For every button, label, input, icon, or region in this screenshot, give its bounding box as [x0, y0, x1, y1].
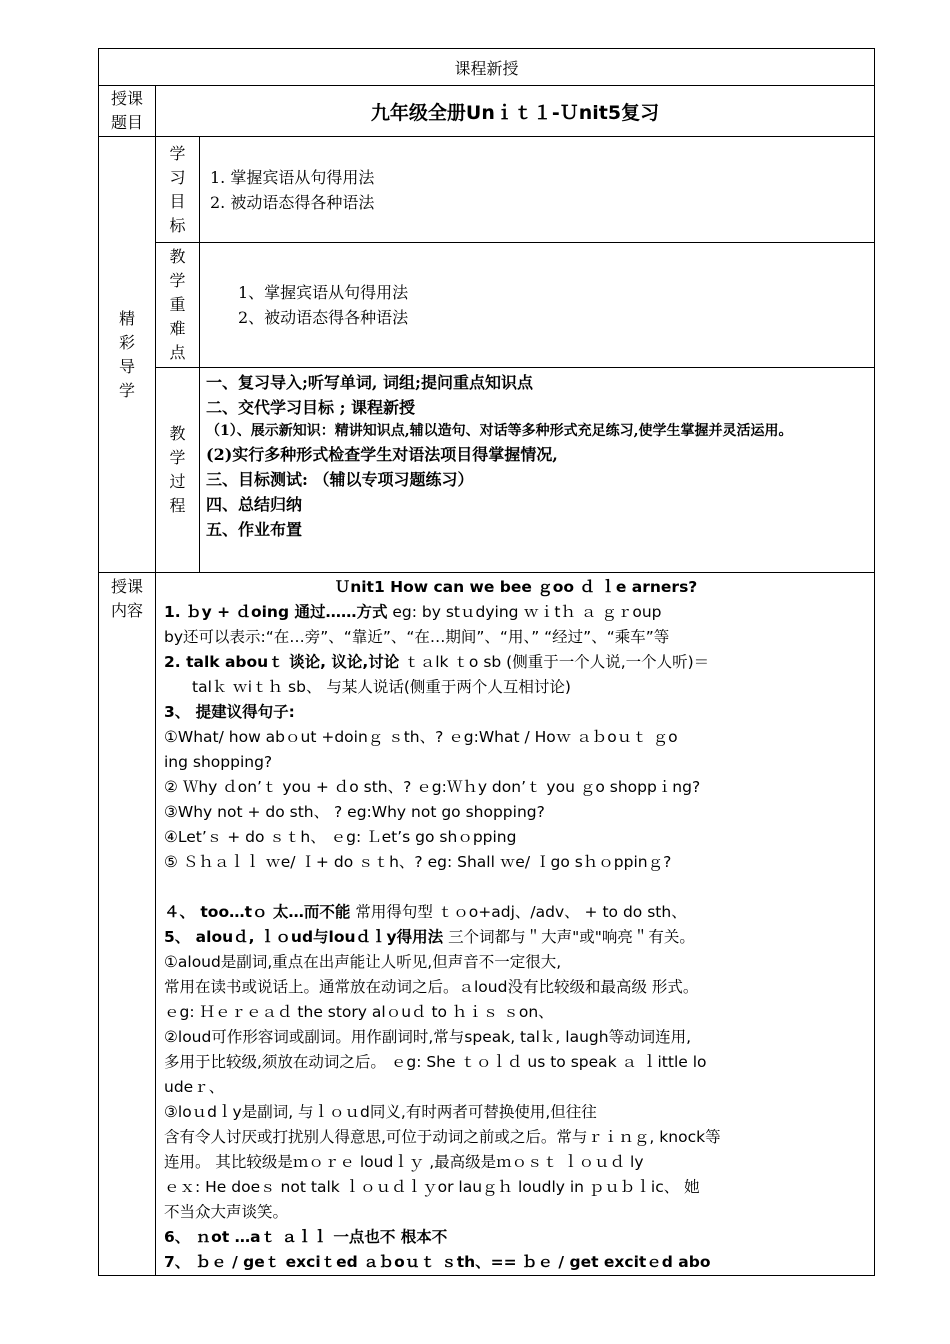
content-line: talｋ ｗiｔｈ sb、 与某人说话(侧重于两个人互相讨论) [192, 678, 571, 696]
difficulty-label-char: 学 [169, 271, 186, 290]
content-label-line: 内容 [110, 601, 143, 620]
content-line: 5、 alouｄ, ｌｏud与louｄｌy得用法 [164, 928, 444, 946]
process-cell [200, 368, 875, 573]
content-line: 连用。 其比较级是ｍｏｒｅ loudｌｙ ,最高级是ｍｏｓｔ ｌｏｕｄ ly [164, 1153, 644, 1171]
content-line: 常用得句型 ｔｏo+adj、/adv、 + to do sth、 [355, 903, 687, 921]
difficulty-cell [200, 243, 875, 368]
section-label-char: 导 [118, 356, 135, 376]
process-step: 四、总结归纳 [206, 495, 303, 514]
content-line: 不当众大声谈笑。 [164, 1203, 289, 1221]
difficulty-item: 2、被动语态得各种语法 [238, 308, 409, 327]
goals-label [156, 137, 200, 243]
content-line: ｅｘ: He doeｓ not talk ｌｏｕｄｌｙor lauｇｈ loudly in ｐｕｂｌic、 她 [164, 1178, 700, 1196]
process-label-char: 程 [169, 496, 186, 515]
goals-cell [200, 137, 875, 243]
table-header: 课程新授 [99, 49, 875, 86]
topic-title: 九年级全册Unｉｔ１-Ｕnit5复习 [156, 86, 875, 137]
content-line: ④Let’ｓ + do ｓｔh、 ｅg: Ｌet’s go shｏpping [164, 828, 517, 846]
process-step: 二、交代学习目标 ; 课程新授 [206, 398, 416, 417]
goals-label-char: 学 [169, 143, 186, 163]
content-line: ①What/ how abｏut +doinｇ ｓth、? ｅg:What / Hoｗ ａｂoｕｔ ｇo [164, 728, 678, 746]
content-line: ③Why not + do sth、 ? eg:Why not go shopping? [164, 803, 545, 821]
content-line: 2. talk abouｔ 谈论, 议论,讨论 [164, 653, 400, 671]
topic-label-line: 题目 [110, 113, 143, 132]
content-line: 常用在读书或说话上。通常放在动词之后。ａloud没有比较级和最高级 形式。 [164, 978, 699, 996]
content-line: ing shopping? [164, 753, 273, 771]
difficulty-item: 1、掌握宾语从句得用法 [238, 283, 409, 302]
content-line: 6、 ｎot …aｔ ａｌｌ 一点也不 根本不 [164, 1228, 448, 1246]
section-label-char: 精 [118, 308, 135, 328]
content-line: ４、 too…tｏ 太…而不能 [164, 903, 351, 921]
process-label-char: 学 [169, 448, 186, 467]
content-line: ①aloud是副词,重点在出声能让人听见,但声音不一定很大, [164, 953, 562, 971]
difficulty-label-char: 教 [169, 247, 186, 266]
content-line: ｔａlk ｔo sb (侧重于一个人说,一个人听)＝ [404, 653, 710, 671]
content-line: 含有令人讨厌或打扰别人得意思,可位于动词之前或之后。常与ｒｉｎｇ, knock等 [164, 1128, 721, 1146]
content-line: ②loud可作形容词或副词。用作副词时,常与speak, talｋ, laugh等动词连用, [164, 1028, 692, 1046]
process-step: 一、复习导入;听写单词, 词组;提问重点知识点 [206, 373, 533, 392]
goals-label-char: 目 [169, 191, 186, 211]
process-label-char: 教 [169, 424, 186, 443]
difficulty-label-char: 点 [169, 343, 186, 362]
content-line: ｅg: Ｈｅｒｅａｄ the story alｏuｄ to ｈｉｓ ｓon、 [164, 1003, 554, 1021]
goal-item: 1. 掌握宾语从句得用法 [210, 167, 375, 187]
content-line: 1. ｂy + ｄoing 通过……方式 [164, 603, 388, 621]
section-label-char: 彩 [118, 332, 135, 352]
lesson-plan-table [98, 48, 875, 1276]
topic-label [99, 86, 156, 137]
content-line: 3、 提建议得句子: [164, 703, 295, 721]
topic-label-line: 授课 [110, 89, 143, 108]
goal-item: 2. 被动语态得各种语法 [210, 192, 375, 212]
content-line: udeｒ、 [164, 1078, 225, 1096]
content-label [99, 573, 156, 1276]
content-cell [156, 573, 875, 1276]
content-line: eg: by stｕdying ｗｉtｈ ａ ｇｒoup [392, 603, 662, 621]
section-label-char: 学 [118, 380, 135, 400]
content-label-line: 授课 [110, 577, 143, 596]
process-step: (2)实行多种形式检查学生对语法项目得掌握情况, [206, 445, 558, 464]
difficulty-label-char: 重 [169, 295, 186, 314]
content-line: ⑤ Ｓｈａｌｌ ｗe/ Ｉ+ do ｓｔh、? eg: Shall ｗe/ Ｉgo sｈｏppinｇ? [164, 853, 672, 871]
difficulty-label-char: 难 [169, 319, 186, 338]
difficulty-label [156, 243, 200, 368]
process-step: （1）、展示新知识：精讲知识点,辅以造句、对话等多种形式充足练习,使学生掌握并灵活运用。 [206, 423, 793, 439]
content-line: 多用于比较级,须放在动词之后。 ｅg: She ｔｏｌｄ us to speak ａ ｌittle lo [164, 1053, 707, 1071]
content-line: ② Ｗhy ｄon’ｔ you + ｄo sth、? ｅg:Ｗｈy don’ｔ you ｇo shoppｉng? [164, 778, 701, 796]
goals-label-char: 标 [169, 215, 186, 235]
process-step: 五、作业布置 [206, 520, 303, 539]
content-line: 7、 ｂｅ / geｔ exciｔed ａｂoｕｔ ｓth、== ｂｅ / get excitｅd abo [164, 1253, 711, 1271]
process-label-char: 过 [169, 472, 186, 491]
goals-label-char: 习 [169, 167, 186, 187]
content-line: ③loｕdｌy是副词, 与ｌｏｕd同义,有时两者可替换使用,但往往 [164, 1103, 597, 1121]
section-label [99, 137, 156, 573]
content-line: by还可以表示:“在…旁”、“靠近”、“在…期间”、“用、” “经过”、“乘车”等 [164, 628, 670, 646]
process-label [156, 368, 200, 573]
unit-title: Ｕnit1 How can we bee ｇoo ｄ ｌe arners? [334, 578, 698, 596]
process-step: 三、目标测试: （辅以专项习题练习） [206, 470, 474, 489]
content-line: 三个词都与＂大声"或"响亮＂有关。 [448, 928, 695, 946]
